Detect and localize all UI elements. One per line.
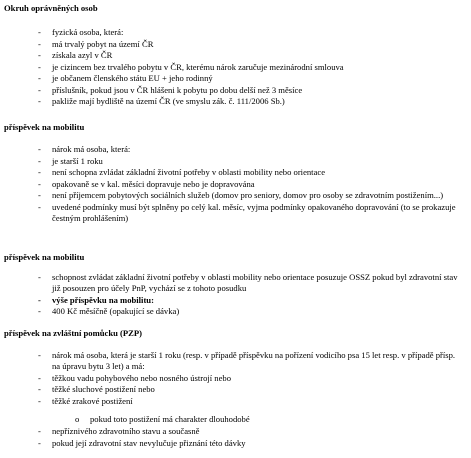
list-item: - výše příspěvku na mobilitu:: [0, 295, 460, 306]
list-item: - opakovaně se v kal. měsíci dopravuje nebo je dopravována: [0, 179, 460, 190]
list-item: - pakliže mají bydliště na území ČR (ve smyslu zák. č. 111/2006 Sb.): [0, 96, 460, 107]
list-item: - není příjemcem pobytových sociálních služeb (domov pro seniory, domov pro osoby se zdravotním postižením...): [0, 190, 460, 201]
section-heading: příspěvek na mobilitu: [4, 122, 85, 132]
list-item: - je starší 1 roku: [0, 156, 460, 167]
section-heading: Okruh oprávněných osob: [4, 3, 98, 13]
section-heading: příspěvek na mobilitu: [4, 252, 85, 262]
list-item: - je občanem členského státu EU + jeho rodinný: [0, 73, 460, 84]
list-item: o pokud toto postižení má charakter dlouhodobé: [0, 414, 460, 425]
bullet-list: [0, 144, 460, 224]
list-item: - získala azyl v ČR: [0, 50, 460, 61]
list-item: - těžkou vadu pohybového nebo nosného ústrojí nebo: [0, 373, 460, 384]
list-item: - schopnost zvládat základní životní potřeby v oblasti mobility nebo orientace posuzuje OSSZ pokud byl zdravotní stav již posouzen pro účely PnP, vychází se z tohoto posudku: [0, 272, 460, 294]
bullet-list: [0, 27, 460, 108]
list-item: - pokud její zdravotní stav nevylučuje přiznání této dávky: [0, 438, 460, 449]
list-item: - fyzická osoba, která:: [0, 27, 460, 38]
list-item: - je cizincem bez trvalého pobytu v ČR, kterému nárok zaručuje mezinárodní smlouva: [0, 62, 460, 73]
list-item: - má trvalý pobyt na území ČR: [0, 39, 460, 50]
list-item: - těžké zrakové postižení: [0, 396, 460, 407]
section-heading: příspěvek na zvláštní pomůcku (PZP): [4, 328, 142, 338]
bullet-list: [0, 426, 460, 449]
bullet-list: [0, 272, 460, 318]
list-item: - 400 Kč měsíčně (opakující se dávka): [0, 306, 460, 317]
list-item: - není schopna zvládat základní životní potřeby v oblasti mobility nebo orientace: [0, 167, 460, 178]
list-item: - nárok má osoba, která:: [0, 144, 460, 155]
sub-bullet-list: [0, 414, 460, 425]
list-item: - uvedené podmínky musí být splněny po celý kal. měsíc, vyjma podmínky opakovaného dopravování (to se prokazuje čestným prohlášením): [0, 202, 460, 224]
list-item: - těžké sluchové postižení nebo: [0, 384, 460, 395]
bullet-list: [0, 350, 460, 407]
list-item: - příslušník, pokud jsou v ČR hlášeni k pobytu po dobu delší než 3 měsíce: [0, 85, 460, 96]
list-item: - nepříznivého zdravotního stavu a současně: [0, 426, 460, 437]
list-item: - nárok má osoba, která je starší 1 roku (resp. v případě příspěvku na pořízení vodicího psa 15 let resp. v případě přísp. na úpravu bytu 3 let) a má:: [0, 350, 460, 372]
